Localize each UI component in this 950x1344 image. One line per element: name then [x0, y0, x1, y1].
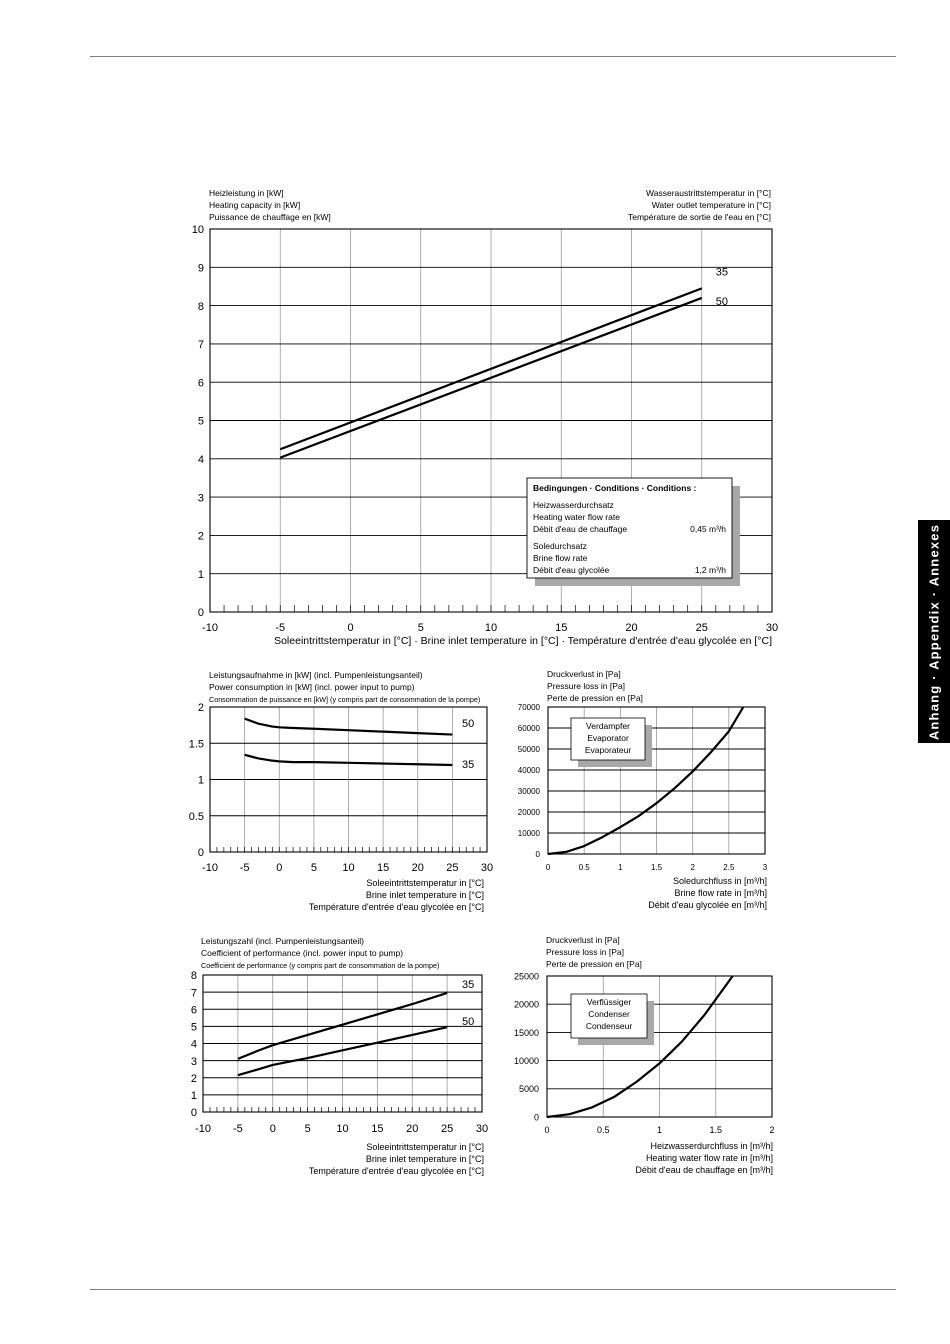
cop-xtick-label: 5 [304, 1123, 311, 1135]
condenser-xlabel-line: Heizwasserdurchfluss in [m³/h] [650, 1141, 773, 1151]
condenser-ytick-label: 15000 [513, 1027, 539, 1038]
evaporator-box-line: Evaporator [587, 733, 629, 743]
conditions-row-label: Soledurchsatz [533, 541, 587, 551]
condenser-xtick-label: 0 [544, 1125, 550, 1135]
condenser-box-line: Condenser [588, 1009, 630, 1019]
evaporator-ytick-label: 10000 [517, 829, 540, 839]
heating-ytick-label: 8 [197, 300, 204, 313]
power-ytick-label: 1.5 [188, 738, 204, 751]
power-xtick-label: 25 [446, 862, 459, 874]
conditions-row-label: Débit d'eau glycolée [533, 565, 610, 575]
heating-ytick-label: 10 [191, 224, 204, 237]
evaporator-xtick-label: 1 [618, 863, 623, 872]
heating-xtick-label: 30 [765, 622, 779, 634]
cop-ytick-label: 3 [190, 1055, 197, 1068]
condenser-box-line: Condenseur [585, 1021, 633, 1031]
heating-ytick-label: 9 [197, 262, 204, 275]
condenser-ytick-label: 5000 [518, 1084, 539, 1095]
cop-ylabel-line: Coefficient of performance (incl. power input to pump) [201, 948, 404, 958]
heating-ytick-label: 2 [197, 530, 204, 543]
heating-ytick-label: 0 [197, 607, 204, 620]
heating-ylabel-line: Heizleistung in [kW] [209, 188, 284, 198]
cop-ytick-label: 2 [190, 1072, 197, 1085]
conditions-row-label: Brine flow rate [533, 553, 588, 563]
condenser-ytick-label: 0 [533, 1112, 539, 1123]
evaporator-xtick-label: 2.5 [723, 863, 735, 872]
evaporator-ytick-label: 70000 [517, 703, 540, 713]
condenser-xtick-label: 0.5 [596, 1125, 610, 1135]
condenser-ytick-label: 20000 [513, 999, 539, 1010]
conditions-row-value: 1,2 m³/h [694, 565, 726, 575]
condenser-ylabel-line: Pressure loss in [Pa] [546, 947, 624, 957]
evaporator-xtick-label: 1.5 [650, 863, 663, 872]
heating-xtick-label: 25 [695, 622, 708, 634]
cop-series-label: 50 [462, 1016, 475, 1028]
heating-xtick-label: 5 [417, 622, 424, 634]
cop-xlabel-line: Soleeintrittstemperatur in [°C] [366, 1142, 484, 1152]
power-xlabel-line: Température d'entrée d'eau glycolée en [°C] [308, 902, 484, 912]
power-ytick-label: 0 [197, 847, 204, 860]
evaporator-box-line: Verdampfer [586, 721, 630, 731]
heating-ytick-label: 1 [197, 568, 204, 581]
power-xlabel-line: Soleeintrittstemperatur in [°C] [366, 878, 484, 888]
heating-xtick-label: 20 [625, 622, 638, 634]
condenser-ytick-label: 25000 [513, 971, 539, 982]
power-xtick-label: 30 [480, 862, 494, 874]
power-xtick-label: 10 [342, 862, 355, 874]
cop-xlabel-line: Température d'entrée d'eau glycolée en [°C] [308, 1166, 484, 1176]
condenser-xtick-label: 1 [656, 1125, 663, 1135]
evaporator-ytick-label: 30000 [517, 787, 540, 797]
condenser-xtick-label: 2 [769, 1125, 775, 1135]
cop-ytick-label: 8 [190, 970, 197, 983]
cop-xtick-label: 30 [475, 1123, 489, 1135]
condenser-ylabel-line: Druckverlust in [Pa] [546, 935, 620, 945]
evaporator-ylabel-line: Druckverlust in [Pa] [547, 669, 621, 679]
cop-ytick-label: 7 [190, 987, 197, 1000]
evaporator-ytick-label: 40000 [517, 766, 540, 776]
cop-ytick-label: 0 [190, 1107, 197, 1120]
evaporator-xtick-label: 3 [762, 863, 768, 872]
conditions-row-label: Débit d'eau de chauffage [533, 524, 628, 534]
evaporator-xtick-label: 0.5 [578, 863, 590, 872]
cop-ylabel-line: Coefficient de performance (y compris part de consommation de la pompe) [201, 961, 440, 970]
power-xtick-label: 15 [377, 862, 390, 874]
cop-ytick-label: 1 [190, 1090, 197, 1103]
power-xtick-label: 0 [276, 862, 283, 874]
heating-ylabel-line: Heating capacity in [kW] [209, 200, 301, 210]
heating-legend-title-line: Water outlet temperature in [°C] [651, 200, 771, 210]
cop-ytick-label: 6 [190, 1004, 197, 1017]
cop-xtick-label: 25 [441, 1123, 454, 1135]
heating-xtick-label: 0 [347, 622, 354, 634]
heating-series-label: 35 [715, 266, 728, 279]
power-series-label: 50 [462, 718, 475, 730]
power-ylabel-line: Leistungsaufnahme in [kW] (incl. Pumpenleistungsanteil) [209, 670, 423, 680]
heating-xtick-label: 15 [555, 622, 568, 634]
condenser-xlabel-line: Débit d'eau de chauffage en [m³/h] [635, 1165, 773, 1175]
heating-ylabel-line: Puissance de chauffage en [kW] [209, 212, 331, 222]
power-series-label: 35 [462, 759, 475, 771]
evaporator-ytick-label: 0 [535, 850, 540, 860]
heating-ytick-label: 6 [197, 377, 204, 390]
condenser-ylabel-line: Perte de pression en [Pa] [546, 959, 642, 969]
conditions-title: Bedingungen · Conditions · Conditions : [533, 483, 697, 493]
evaporator-ytick-label: 60000 [517, 724, 540, 734]
evaporator-xlabel-line: Débit d'eau glycolée en [m³/h] [648, 900, 767, 910]
cop-xtick-label: 10 [336, 1123, 349, 1135]
heating-ytick-label: 7 [197, 339, 204, 352]
side-tab-label: Anhang · Appendix · Annexes [926, 523, 942, 740]
cop-xlabel-line: Brine inlet temperature in [°C] [365, 1154, 484, 1164]
evaporator-xtick-label: 0 [545, 863, 551, 872]
evaporator-ylabel-line: Pressure loss in [Pa] [547, 681, 625, 691]
condenser-box-line: Verflüssiger [586, 997, 632, 1007]
cop-xtick-label: -5 [232, 1123, 243, 1135]
heating-xlabel-line: Soleeintrittstemperatur in [°C] · Brine inlet temperature in [°C] · Température d'entrée d'eau glycolée en [°C] [274, 635, 772, 647]
power-ytick-label: 1 [197, 774, 204, 787]
heating-xtick-label: 10 [484, 622, 498, 634]
conditions-row-value: 0,45 m³/h [690, 524, 726, 534]
evaporator-ylabel-line: Perte de pression en [Pa] [547, 693, 643, 703]
cop-ytick-label: 5 [190, 1021, 197, 1034]
cop-xtick-label: 15 [371, 1123, 384, 1135]
power-xtick-label: -10 [202, 862, 218, 874]
heating-legend-title-line: Température de sortie de l'eau en [°C] [628, 212, 771, 222]
evaporator-box-line: Evaporateur [584, 745, 632, 755]
cop-xtick-label: 20 [406, 1123, 419, 1135]
power-ytick-label: 2 [197, 702, 204, 715]
power-xtick-label: -5 [239, 862, 250, 874]
heating-ytick-label: 3 [197, 492, 204, 505]
cop-series-label: 35 [462, 979, 475, 991]
heating-series-label: 50 [715, 295, 728, 308]
heating-ytick-label: 5 [197, 415, 204, 428]
power-xtick-label: 5 [310, 862, 317, 874]
evaporator-ytick-label: 20000 [517, 808, 540, 818]
heating-ytick-label: 4 [197, 453, 204, 466]
evaporator-xtick-label: 2 [690, 863, 695, 872]
cop-ylabel-line: Leistungszahl (incl. Pumpenleistungsanteil) [201, 936, 365, 946]
power-xtick-label: 20 [411, 862, 424, 874]
evaporator-xlabel-line: Brine flow rate in [m³/h] [674, 888, 767, 898]
power-ylabel-line: Consommation de puissance en [kW] (y compris part de consommation de la pompe) [209, 695, 481, 704]
cop-xtick-label: -10 [195, 1123, 211, 1135]
condenser-xlabel-line: Heating water flow rate in [m³/h] [645, 1153, 773, 1163]
heating-xtick-label: -5 [275, 622, 286, 634]
power-ytick-label: 0.5 [188, 810, 204, 823]
evaporator-ytick-label: 50000 [517, 745, 540, 755]
condenser-xtick-label: 1.5 [709, 1125, 723, 1135]
heating-legend-title-line: Wasseraustrittstemperatur in [°C] [646, 188, 771, 198]
power-ylabel-line: Power consumption in [kW] (incl. power input to pump) [209, 682, 415, 692]
conditions-row-label: Heating water flow rate [533, 512, 620, 522]
cop-xtick-label: 0 [269, 1123, 276, 1135]
conditions-row-label: Heizwasserdurchsatz [533, 500, 614, 510]
power-xlabel-line: Brine inlet temperature in [°C] [365, 890, 484, 900]
condenser-ytick-label: 10000 [513, 1056, 539, 1067]
cop-ytick-label: 4 [190, 1038, 197, 1051]
evaporator-xlabel-line: Soledurchfluss in [m³/h] [672, 876, 767, 886]
heating-xtick-label: -10 [202, 622, 218, 634]
